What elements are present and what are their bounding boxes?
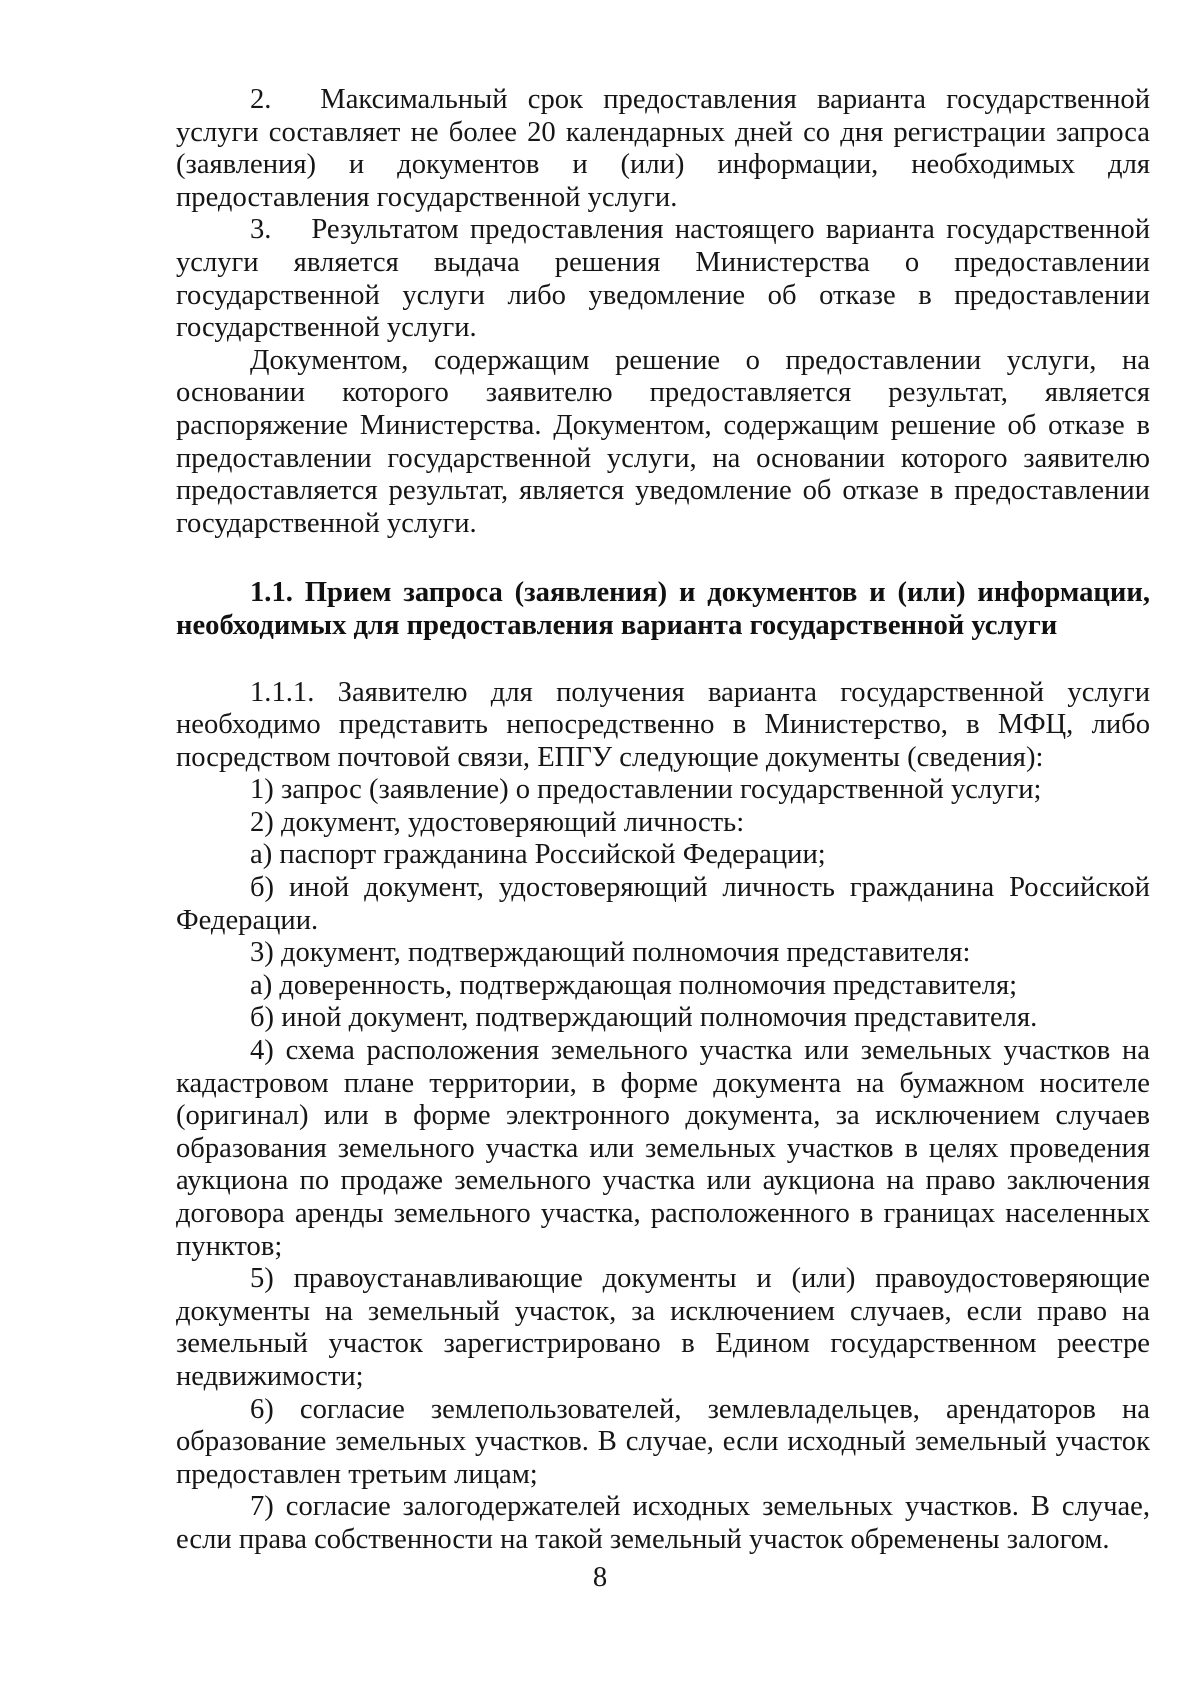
page-number: 8 — [592, 1562, 608, 1593]
list-subitem-power-of-attorney: а) доверенность, подтверждающая полномочия представителя; — [250, 969, 1018, 1001]
section-heading: 1.1. Прием запроса (заявления) и документов и (или) информации, необходимых для предоставления варианта государственной услуги — [176, 577, 1150, 641]
list-item-land-scheme: 4) схема расположения земельного участка или земельных участков на кадастровом плане территории, в форме документа на бумажном носителе (оригинал) или в форме электронного документа, за исключением случаев образования земельного участка или земельных участков в целях проведения аукциона по продаже земельного участка или аукциона на право заключения договора аренды земельного участка, расположенного в границах населенных пунктов; — [176, 1035, 1150, 1262]
paragraph-1-1-1: 1.1.1. Заявителю для получения варианта государственной услуги необходимо представить непосредственно в Министерство, в МФЦ, либо посредством почтовой связи, ЕПГУ следующие документы (сведения): — [176, 676, 1150, 773]
spacer — [176, 540, 1150, 577]
list-item-title-documents: 5) правоустанавливающие документы и (или) правоудостоверяющие документы на земельный участок, за исключением случаев, если право на земельный участок зарегистрировано в Едином государственном реестре недвижимости; — [176, 1263, 1150, 1392]
list-subitem-other-identity: б) иной документ, удостоверяющий личность гражданина Российской Федерации. — [176, 872, 1150, 936]
list-item-pledgee-consent: 7) согласие залогодержателей исходных земельных участков. В случае, если права собственности на такой земельный участок обременены залогом. — [176, 1491, 1150, 1555]
list-item-land-users-consent: 6) согласие землепользователей, землевладельцев, арендаторов на образование земельных участков. В случае, если исходный земельный участок предоставлен третьим лицам; — [176, 1393, 1150, 1490]
list-subitem-other-authority: б) иной документ, подтверждающий полномочия представителя. — [250, 1002, 1038, 1034]
spacer — [176, 643, 1150, 677]
paragraph-result-document: Документом, содержащим решение о предоставлении услуги, на основании которого заявителю предоставляется результат, является распоряжение Министерства. Документом, содержащим решение об отказе в предоставлении государственной услуги, на основании которого заявителю предоставляется результат, является уведомление об отказе в предоставлении государственной услуги. — [176, 344, 1150, 539]
list-item-request: 1) запрос (заявление) о предоставлении государственной услуги; — [250, 774, 1042, 806]
paragraph-item-3: 3. Результатом предоставления настоящего варианта государственной услуги является выдача решения Министерства о предоставлении государственной услуги либо уведомление об отказе в предоставлении государственной услуги. — [176, 214, 1150, 344]
list-item-authority-document: 3) документ, подтверждающий полномочия представителя: — [250, 937, 971, 969]
paragraph-item-2: 2. Максимальный срок предоставления варианта государственной услуги составляет не более 20 календарных дней со дня регистрации запроса (заявления) и документов и (или) информации, необходимых для предоставления государственной услуги. — [176, 84, 1150, 213]
page-content — [176, 84, 1150, 1557]
list-subitem-passport: а) паспорт гражданина Российской Федерации; — [250, 839, 826, 871]
list-item-identity-document: 2) документ, удостоверяющий личность: — [250, 806, 745, 838]
